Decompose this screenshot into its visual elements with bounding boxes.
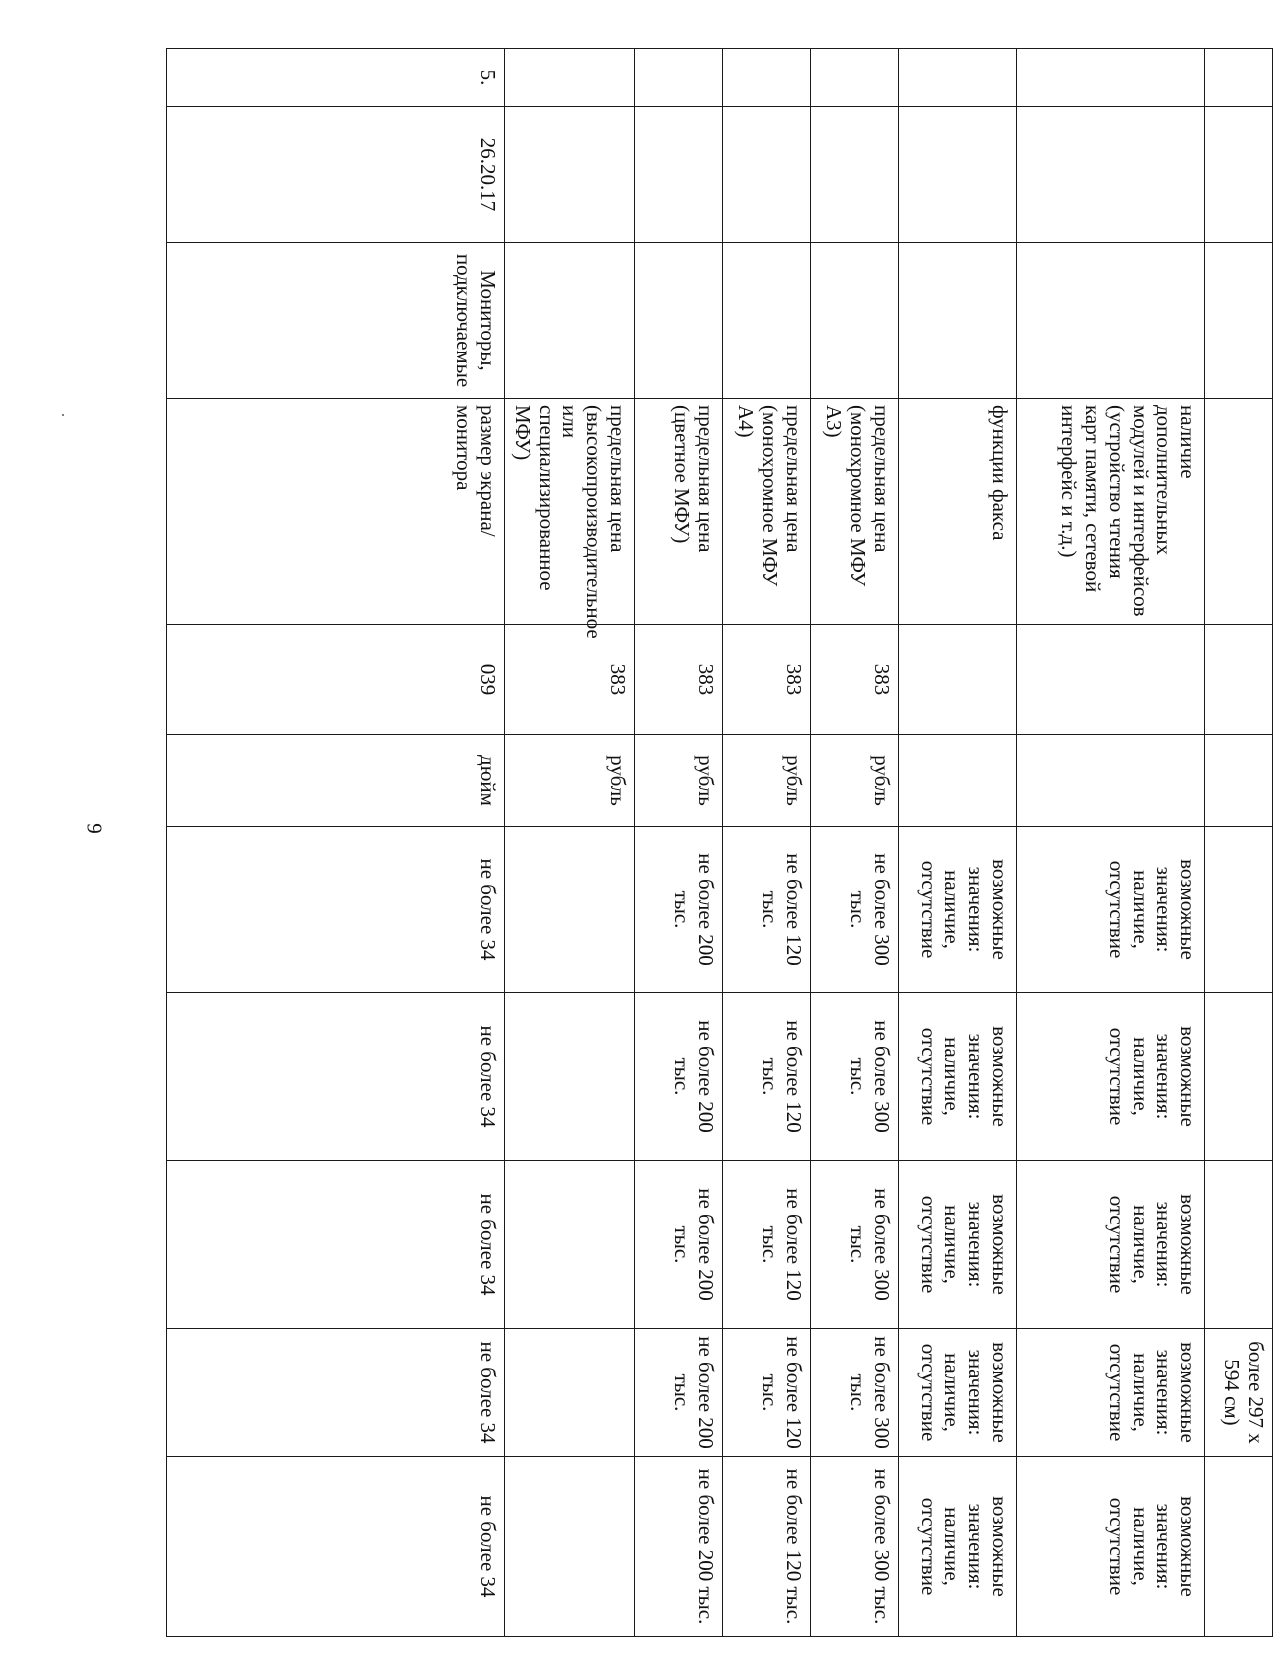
value-cell: возможные значения: наличие, отсутствие — [898, 1329, 1016, 1457]
value-cell: не более 300 тыс. — [810, 1161, 898, 1329]
item-name-cell — [810, 243, 898, 399]
characteristic-cell: предельная цена (монохромное МФУ А3) — [810, 399, 898, 625]
item-name-cell — [634, 243, 722, 399]
row-number-cell — [1204, 49, 1272, 107]
unit-cell: дюйм — [167, 735, 505, 827]
okei-code-cell: 383 — [810, 625, 898, 735]
characteristic-cell: функции факса — [898, 399, 1016, 625]
value-cell: не более 300 тыс. — [810, 1457, 898, 1637]
value-cell: возможные значения: наличие, отсутствие — [1016, 1329, 1204, 1457]
value-cell — [505, 1161, 635, 1329]
value-cell: более 297 х 594 см) — [1204, 1329, 1272, 1457]
characteristic-cell: размер экрана/монитора — [167, 399, 505, 625]
value-cell: не более 200 тыс. — [634, 1161, 722, 1329]
row-number-cell — [898, 49, 1016, 107]
table-row — [722, 49, 810, 1637]
page-number: 9 — [82, 823, 107, 834]
okpd-code-cell — [1204, 107, 1272, 243]
value-cell — [505, 993, 635, 1161]
rotated-table-container — [166, 48, 1273, 1636]
value-cell — [1204, 1161, 1272, 1329]
value-cell: не более 300 тыс. — [810, 827, 898, 993]
table-row — [810, 49, 898, 1637]
characteristic-cell: предельная цена (монохромное МФУ А4) — [722, 399, 810, 625]
value-cell: не более 120 тыс. — [722, 827, 810, 993]
value-cell: возможные значения: наличие, отсутствие — [1016, 1161, 1204, 1329]
row-number-cell — [810, 49, 898, 107]
unit-cell — [1204, 735, 1272, 827]
item-name-cell: Мониторы, подключаемые — [167, 243, 505, 399]
value-cell — [1204, 827, 1272, 993]
okpd-code-cell — [722, 107, 810, 243]
okpd-code-cell — [810, 107, 898, 243]
value-cell — [505, 1329, 635, 1457]
item-name-cell — [722, 243, 810, 399]
value-cell: не более 200 тыс. — [634, 827, 722, 993]
value-cell: не более 120 тыс. — [722, 1457, 810, 1637]
okpd-code-cell — [634, 107, 722, 243]
value-cell: не более 300 тыс. — [810, 1329, 898, 1457]
row-number-cell: 5. — [167, 49, 505, 107]
okpd-code-cell — [505, 107, 635, 243]
okei-code-cell — [1016, 625, 1204, 735]
characteristic-cell: предельная цена (цветное МФУ) — [634, 399, 722, 625]
value-cell: возможные значения: наличие, отсутствие — [1016, 993, 1204, 1161]
table-body — [167, 49, 1273, 1637]
okei-code-cell — [1204, 625, 1272, 735]
value-cell: не более 120 тыс. — [722, 1161, 810, 1329]
value-cell: не более 34 — [167, 827, 505, 993]
unit-cell: рубль — [505, 735, 635, 827]
table-row — [1016, 49, 1204, 1637]
table-row — [167, 49, 505, 1637]
value-cell: не более 34 — [167, 1329, 505, 1457]
value-cell — [1204, 993, 1272, 1161]
value-cell: возможные значения: наличие, отсутствие — [898, 993, 1016, 1161]
okei-code-cell: 383 — [722, 625, 810, 735]
value-cell: не более 34 — [167, 1161, 505, 1329]
item-name-cell — [1204, 243, 1272, 399]
item-name-cell — [898, 243, 1016, 399]
okei-code-cell: 383 — [634, 625, 722, 735]
unit-cell: рубль — [810, 735, 898, 827]
value-cell: возможные значения: наличие, отсутствие — [1016, 1457, 1204, 1637]
okei-code-cell: 383 — [505, 625, 635, 735]
table-row — [898, 49, 1016, 1637]
characteristic-cell — [1204, 399, 1272, 625]
table-row — [634, 49, 722, 1637]
okei-code-cell — [898, 625, 1016, 735]
value-cell: возможные значения: наличие, отсутствие — [898, 1457, 1016, 1637]
value-cell — [505, 1457, 635, 1637]
value-cell: не более 300 тыс. — [810, 993, 898, 1161]
value-cell — [505, 827, 635, 993]
unit-cell — [898, 735, 1016, 827]
table-row — [1204, 49, 1272, 1637]
value-cell: не более 200 тыс. — [634, 1457, 722, 1637]
item-name-cell — [1016, 243, 1204, 399]
characteristic-cell: предельная цена (высокопроизводительное или специализированное МФУ) — [505, 399, 635, 625]
row-number-cell — [634, 49, 722, 107]
value-cell: возможные значения: наличие, отсутствие — [898, 1161, 1016, 1329]
value-cell: возможные значения: наличие, отсутствие — [898, 827, 1016, 993]
value-cell: не более 200 тыс. — [634, 1329, 722, 1457]
item-name-cell — [505, 243, 635, 399]
value-cell: не более 34 — [167, 1457, 505, 1637]
value-cell: не более 34 — [167, 993, 505, 1161]
okpd-code-cell — [898, 107, 1016, 243]
value-cell: не более 120 тыс. — [722, 993, 810, 1161]
document-page — [166, 48, 1273, 1636]
value-cell: возможные значения: наличие, отсутствие — [1016, 827, 1204, 993]
row-number-cell — [505, 49, 635, 107]
specification-table — [166, 48, 1273, 1637]
value-cell: не более 200 тыс. — [634, 993, 722, 1161]
okei-code-cell: 039 — [167, 625, 505, 735]
unit-cell: рубль — [634, 735, 722, 827]
characteristic-cell: наличие дополнительных модулей и интерфейсов (устройство чтения карт памяти, сетевой интерфейс и т.д.) — [1016, 399, 1204, 625]
unit-cell: рубль — [722, 735, 810, 827]
okpd-code-cell — [1016, 107, 1204, 243]
unit-cell — [1016, 735, 1204, 827]
table-row — [505, 49, 635, 1637]
value-cell — [1204, 1457, 1272, 1637]
value-cell: не более 120 тыс. — [722, 1329, 810, 1457]
okpd-code-cell: 26.20.17 — [167, 107, 505, 243]
row-number-cell — [722, 49, 810, 107]
row-number-cell — [1016, 49, 1204, 107]
scan-speck — [62, 414, 64, 416]
